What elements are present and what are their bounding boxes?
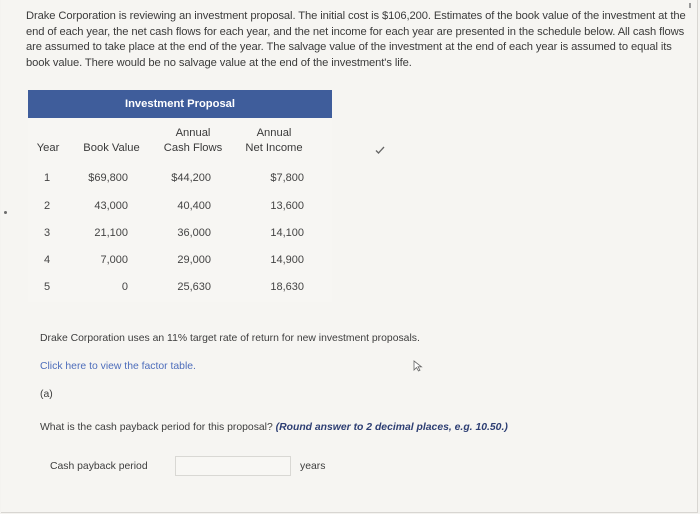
table-cell-net-income: $7,800: [270, 172, 304, 184]
table-cell-cash-flows: 25,630: [177, 281, 211, 293]
factor-table-link-label[interactable]: Click here to view the factor table.: [40, 361, 196, 372]
cash-payback-period-input[interactable]: [175, 456, 291, 476]
table-cell-book-value: 0: [121, 281, 128, 293]
investment-proposal-table: [28, 90, 332, 302]
header-year: Year: [36, 142, 60, 154]
table-cell-cash-flows: 40,400: [177, 200, 211, 212]
table-cell-net-income: 14,100: [270, 227, 304, 239]
table-cell-cash-flows: $44,200: [171, 172, 211, 184]
table-cell-book-value: 21,100: [94, 227, 128, 239]
table-cell-book-value: $69,800: [88, 172, 128, 184]
checkmark-icon: [375, 146, 385, 154]
table-title: Investment Proposal: [28, 90, 332, 118]
table-cell-net-income: 13,600: [270, 200, 304, 212]
question-text: [40, 422, 560, 433]
table-cell-cash-flows: 36,000: [177, 227, 211, 239]
years-unit-label: years: [300, 461, 326, 472]
header-net-income-line2: Net Income: [245, 142, 303, 154]
target-rate-text: Drake Corporation uses an 11% target rate of return for new investment proposals.: [40, 333, 420, 344]
header-cash-flows-line1: Annual: [175, 127, 211, 139]
header-net-income-line1: Annual: [256, 127, 292, 139]
header-cash-flows-line2: Cash Flows: [163, 142, 223, 154]
table-cell-year: 4: [43, 254, 51, 266]
question-hint: (Round answer to 2 decimal places, e.g. 10.50.): [275, 422, 508, 433]
table-cell-year: 2: [43, 200, 51, 212]
table-cell-cash-flows: 29,000: [177, 254, 211, 266]
margin-dot: [4, 211, 7, 214]
table-cell-year: 3: [43, 227, 51, 239]
cash-payback-period-label: Cash payback period: [50, 461, 148, 472]
table-cell-net-income: 18,630: [270, 281, 304, 293]
corner-mark: [689, 3, 691, 8]
mouse-cursor-icon: [413, 360, 423, 372]
table-cell-book-value: 43,000: [94, 200, 128, 212]
table-cell-year: 5: [43, 281, 51, 293]
table-cell-year: 1: [43, 172, 51, 184]
intro-text: Drake Corporation is reviewing an investment proposal. The initial cost is $106,200. Estimates of the book value of the investment at the end of each year, the net cash flows for each year, and the net income for each year are presented in the schedule below. All cash flows are assumed to take place at the end of the year. The salvage value of the investment at the end of each year is assumed to equal its book value. There would be no salvage value at the end of the investment's life.: [26, 10, 686, 69]
table-cell-book-value: 7,000: [100, 254, 128, 266]
question-main: What is the cash payback period for this proposal?: [40, 422, 273, 433]
table-cell-net-income: 14,900: [270, 254, 304, 266]
factor-table-link[interactable]: [40, 361, 196, 372]
part-label: (a): [40, 389, 53, 400]
header-book-value: Book Value: [83, 142, 140, 154]
